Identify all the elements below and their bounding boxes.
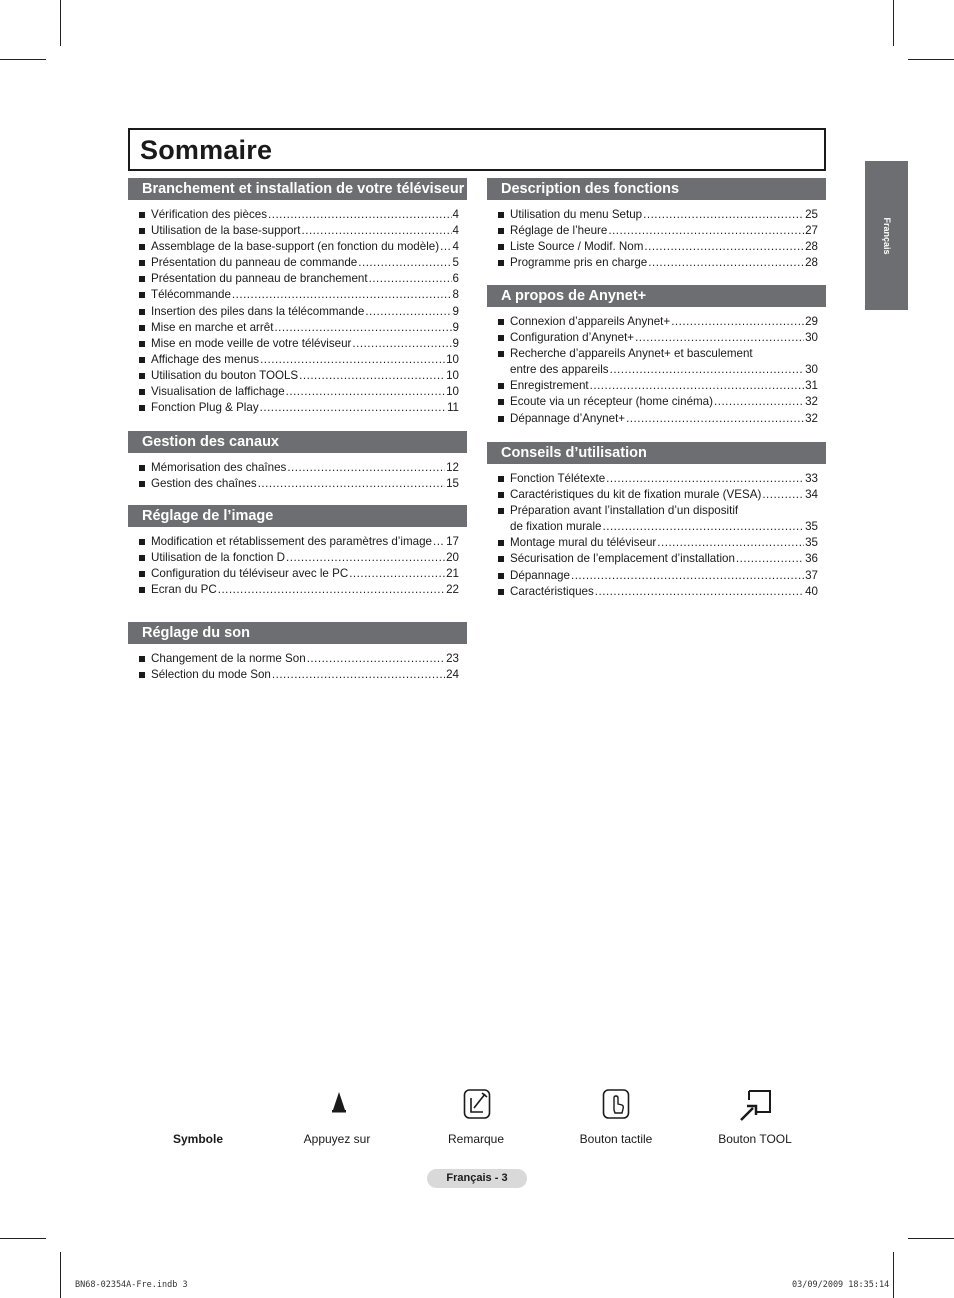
toc-entry-title: Caractéristiques (510, 584, 594, 598)
toc-entry-title: Présentation du panneau de branchement (151, 272, 368, 286)
toc-entry-page: 28 (805, 256, 818, 270)
toc-entry-page: 10 (446, 352, 459, 366)
toc-entry-title: Programme pris en charge (510, 256, 648, 270)
toc-entry-page: 30 (805, 331, 818, 345)
dot-leader (606, 471, 804, 487)
toc-entry-title: Fonction Plug & Play (151, 401, 259, 415)
toc-entry-page: 28 (805, 240, 818, 254)
toc-entry-title: Assemblage de la base-support (en fonction du modèle) (151, 240, 440, 254)
crop-mark (60, 1252, 61, 1298)
toc-entry[interactable] (487, 239, 826, 255)
dot-leader (299, 368, 445, 384)
dot-leader (268, 207, 452, 223)
toc-entry-title-line: Recherche d’appareils Anynet+ et basculement (510, 347, 753, 361)
toc-entry-page: 32 (805, 395, 818, 409)
toc-entry-page: 32 (805, 411, 818, 425)
toc-entry-page: 17 (446, 535, 459, 548)
toc-entry-title: Utilisation du menu Setup (510, 208, 643, 221)
toc-entry[interactable] (487, 551, 826, 567)
toc-entry[interactable] (128, 400, 467, 416)
symbol-note-label: Remarque (447, 1132, 505, 1146)
section-header: A propos de Anynet+ (487, 285, 826, 307)
press-icon (330, 1088, 348, 1116)
crop-mark (893, 0, 894, 46)
toc-entry[interactable] (487, 568, 826, 584)
toc-entry-title: Liste Source / Modif. Nom (510, 240, 644, 254)
toc-list (487, 207, 826, 271)
toc-entry-title: Mémorisation des chaînes (151, 461, 287, 474)
section-header: Conseils d’utilisation (487, 442, 826, 464)
toc-entry-page: 25 (805, 208, 818, 221)
tool-button-icon (739, 1088, 773, 1122)
toc-entry[interactable] (128, 223, 467, 239)
dot-leader (218, 582, 445, 598)
section-header: Gestion des canaux (128, 431, 467, 453)
dot-leader (608, 223, 804, 239)
toc-entry-title: Configuration d’Anynet+ (510, 331, 635, 345)
toc-entry-page: 12 (446, 461, 459, 474)
toc-entry[interactable] (128, 651, 467, 667)
toc-entry-page: 40 (805, 584, 818, 598)
toc-entry-title: Affichage des menus (151, 352, 260, 366)
toc-entry[interactable] (487, 378, 826, 394)
dot-leader (635, 330, 804, 346)
dot-leader (365, 304, 451, 320)
toc-entry-title: Sélection du mode Son (151, 668, 271, 682)
dot-leader (260, 352, 445, 368)
toc-entry-title: Insertion des piles dans la télécommande (151, 304, 365, 318)
page-number: Français - 3 (427, 1169, 527, 1188)
toc-entry[interactable] (128, 255, 467, 271)
dot-leader (307, 651, 445, 667)
toc-entry-page: 4 (452, 224, 459, 238)
symbol-press-label: Appuyez sur (303, 1132, 371, 1146)
toc-entry-page: 9 (452, 304, 459, 318)
toc-entry[interactable] (128, 550, 467, 566)
toc-entry-title: Fonction Télétexte (510, 472, 606, 485)
toc-list (128, 460, 467, 492)
toc-entry[interactable] (128, 667, 467, 683)
toc-section (128, 505, 467, 598)
toc-entry[interactable] (128, 476, 467, 492)
toc-entry-title: Visualisation de laffichage (151, 385, 285, 399)
toc-section (487, 442, 826, 600)
dot-leader (657, 535, 804, 551)
touch-button-icon (602, 1088, 630, 1120)
toc-entry[interactable] (128, 207, 467, 223)
toc-entry[interactable] (128, 384, 467, 400)
toc-section (128, 431, 467, 492)
dot-leader (595, 584, 804, 600)
symbol-title: Symbole (172, 1132, 223, 1146)
toc-list (128, 207, 467, 416)
toc-entry-page: 37 (805, 568, 818, 582)
toc-list (487, 471, 826, 600)
toc-entry-title: Montage mural du téléviseur (510, 536, 657, 550)
footer-file-name: BN68-02354A-Fre.indb 3 (75, 1280, 188, 1290)
crop-mark (893, 1252, 894, 1298)
toc-entry-title: Utilisation du bouton TOOLS (151, 368, 299, 382)
toc-entry-page: 15 (446, 477, 459, 491)
toc-entry-page: 4 (452, 208, 459, 221)
toc-entry-title: Présentation du panneau de commande (151, 256, 358, 270)
toc-entry[interactable] (487, 471, 826, 487)
toc-entry-title: Utilisation de la base-support (151, 224, 301, 238)
toc-entry[interactable] (487, 584, 826, 600)
toc-entry-title: Changement de la norme Son (151, 652, 306, 665)
toc-entry-title: Ecoute via un récepteur (home cinéma) (510, 395, 713, 409)
toc-entry-page: 36 (805, 552, 818, 566)
dot-leader (274, 320, 451, 336)
dot-leader (648, 255, 804, 271)
toc-entry[interactable] (128, 271, 467, 287)
toc-entry-page: 10 (446, 368, 459, 382)
toc-entry-page: 23 (446, 652, 459, 665)
toc-entry[interactable] (487, 503, 826, 535)
toc-entry-title: Sécurisation de l’emplacement d’installation (510, 552, 735, 566)
toc-section (128, 178, 467, 416)
toc-entry-title: Gestion des chaînes (151, 477, 257, 491)
toc-entry-page: 34 (805, 488, 818, 502)
dot-leader (232, 287, 452, 303)
dot-leader (286, 384, 445, 400)
note-icon (463, 1088, 491, 1120)
toc-entry[interactable] (128, 582, 467, 598)
toc-entry-page: 22 (446, 583, 459, 597)
toc-entry-page: 4 (452, 240, 459, 254)
dot-leader (440, 239, 451, 255)
dot-leader (287, 460, 445, 476)
toc-entry-page: 20 (446, 551, 459, 565)
toc-entry-page: 5 (452, 256, 459, 270)
toc-entry-title: Télécommande (151, 288, 231, 302)
toc-entry-title: entre des appareils (510, 363, 609, 377)
dot-leader (762, 487, 804, 503)
page-title: Sommaire (140, 135, 273, 165)
toc-entry[interactable] (487, 207, 826, 223)
toc-entry-title: Vérification des pièces (151, 208, 267, 221)
toc-entry-page: 10 (446, 385, 459, 399)
dot-leader (286, 550, 445, 566)
toc-section (128, 622, 467, 683)
section-header: Description des fonctions (487, 178, 826, 200)
dot-leader (610, 362, 804, 378)
dot-leader (349, 566, 445, 582)
dot-leader (590, 378, 804, 394)
toc-entry-title: Enregistrement (510, 379, 589, 393)
toc-list (128, 534, 467, 598)
toc-entry[interactable] (128, 534, 467, 550)
toc-entry-title: Configuration du téléviseur avec le PC (151, 567, 349, 581)
title-box (128, 128, 826, 171)
section-header: Réglage du son (128, 622, 467, 644)
toc-entry[interactable] (128, 566, 467, 582)
toc-entry[interactable] (487, 330, 826, 346)
toc-entry[interactable] (487, 411, 826, 427)
toc-list (128, 651, 467, 683)
toc-entry[interactable] (487, 346, 826, 378)
toc-entry-title: Mise en marche et arrêt (151, 320, 274, 334)
dot-leader (644, 239, 804, 255)
toc-entry-page: 30 (805, 363, 818, 377)
toc-entry[interactable] (487, 314, 826, 330)
toc-entry-title: de fixation murale (510, 520, 602, 534)
dot-leader (571, 568, 804, 584)
toc-entry-title: Connexion d’appareils Anynet+ (510, 315, 671, 328)
section-header: Réglage de l’image (128, 505, 467, 527)
toc-entry-page: 9 (452, 336, 459, 350)
dot-leader (714, 394, 804, 410)
dot-leader (369, 271, 452, 287)
toc-entry-title: Ecran du PC (151, 583, 217, 597)
dot-leader (643, 207, 804, 223)
toc-entry[interactable] (487, 223, 826, 239)
language-label: Français (881, 216, 892, 255)
toc-entry[interactable] (128, 336, 467, 352)
toc-entry-title: Utilisation de la fonction D (151, 551, 286, 565)
toc-entry[interactable] (487, 394, 826, 410)
footer-timestamp: 03/09/2009 18:35:14 (792, 1280, 890, 1290)
dot-leader (260, 400, 446, 416)
crop-mark (0, 1238, 46, 1239)
toc-list (487, 314, 826, 427)
toc-entry[interactable] (128, 352, 467, 368)
dot-leader (736, 551, 804, 567)
toc-entry-page: 35 (805, 536, 818, 550)
toc-section (487, 178, 826, 271)
section-header: Branchement et installation de votre téléviseur (128, 178, 467, 200)
toc-entry-page: 35 (805, 520, 818, 534)
toc-entry-title: Caractéristiques du kit de fixation murale (VESA) (510, 488, 762, 502)
symbol-touch-label: Bouton tactile (579, 1132, 653, 1146)
crop-mark (0, 59, 46, 60)
toc-entry-title: Mise en mode veille de votre téléviseur (151, 336, 352, 350)
toc-section (487, 285, 826, 427)
toc-entry-title: Réglage de l’heure (510, 224, 608, 238)
toc-entry[interactable] (128, 460, 467, 476)
dot-leader (358, 255, 451, 271)
toc-entry[interactable] (487, 255, 826, 271)
toc-entry-title-line: Préparation avant l’installation d’un dispositif (510, 504, 739, 518)
toc-entry[interactable] (128, 287, 467, 303)
toc-entry-page: 27 (805, 224, 818, 238)
toc-entry[interactable] (128, 320, 467, 336)
crop-mark (908, 1238, 954, 1239)
toc-entry-title: Dépannage d’Anynet+ (510, 411, 626, 425)
toc-entry-title: Dépannage (510, 568, 570, 582)
dot-leader (352, 336, 451, 352)
dot-leader (671, 314, 804, 330)
dot-leader (302, 223, 452, 239)
toc-entry[interactable] (487, 535, 826, 551)
toc-entry[interactable] (487, 487, 826, 503)
dot-leader (272, 667, 445, 683)
dot-leader (626, 411, 804, 427)
toc-entry-page: 21 (446, 567, 459, 581)
toc-entry-page: 9 (452, 320, 459, 334)
toc-entry-page: 33 (805, 472, 818, 485)
toc-entry[interactable] (128, 304, 467, 320)
dot-leader (603, 519, 805, 535)
toc-entry-page: 8 (452, 288, 459, 302)
toc-entry-page: 11 (446, 401, 459, 415)
toc-entry-page: 24 (446, 668, 459, 682)
toc-entry-page: 29 (805, 315, 818, 328)
dot-leader (258, 476, 445, 492)
toc-entry[interactable] (128, 368, 467, 384)
language-side-tab (865, 161, 908, 310)
crop-mark (908, 59, 954, 60)
toc-entry[interactable] (128, 239, 467, 255)
symbol-tool-label: Bouton TOOL (718, 1132, 792, 1146)
toc-entry-page: 6 (452, 272, 459, 286)
toc-entry-title: Modification et rétablissement des paramètres d’image (151, 535, 432, 548)
toc-entry-page: 31 (805, 379, 818, 393)
dot-leader (433, 534, 445, 550)
crop-mark (60, 0, 61, 46)
